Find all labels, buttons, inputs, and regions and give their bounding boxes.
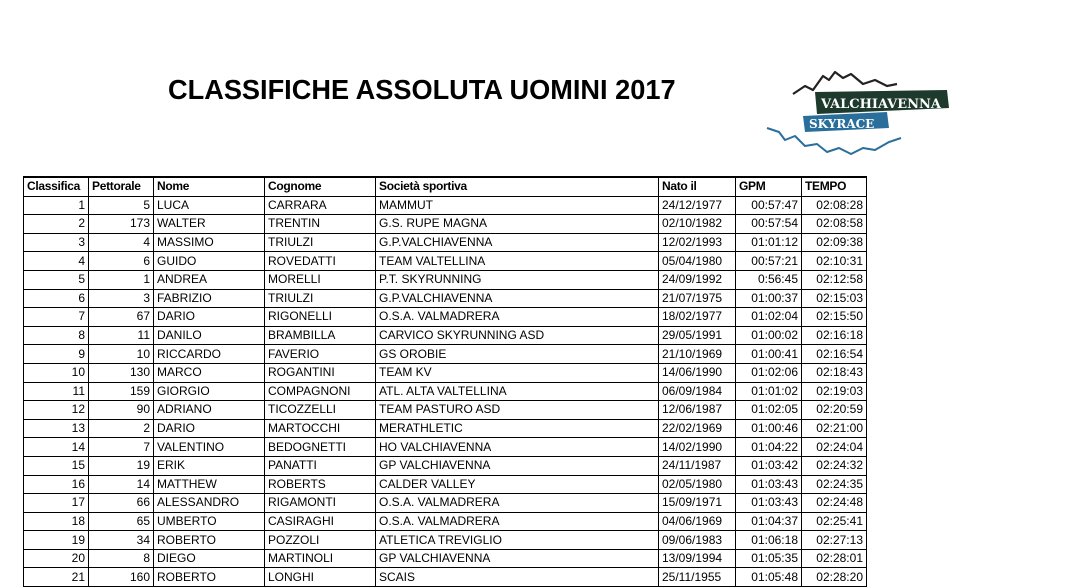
cell-classifica: 12 (24, 401, 89, 420)
cell-nome: DIEGO (154, 549, 265, 568)
cell-pettorale: 8 (89, 549, 154, 568)
cell-nato-il: 09/06/1983 (659, 531, 736, 550)
cell-nato-il: 22/02/1969 (659, 419, 736, 438)
cell-pettorale: 3 (89, 289, 154, 308)
table-row (24, 363, 867, 382)
cell-nato-il: 15/09/1971 (659, 494, 736, 513)
cell-cognome: ROBERTS (265, 475, 376, 494)
cell-nome: VALENTINO (154, 438, 265, 457)
header-gpm: GPM (736, 177, 802, 196)
cell-gpm: 01:00:37 (736, 289, 802, 308)
cell-nato-il: 12/02/1993 (659, 233, 736, 252)
cell-societa: GS OROBIE (376, 345, 659, 364)
cell-cognome: BRAMBILLA (265, 326, 376, 345)
cell-pettorale: 66 (89, 494, 154, 513)
cell-cognome: LONGHI (265, 568, 376, 587)
cell-nato-il: 21/07/1975 (659, 289, 736, 308)
table-row (24, 531, 867, 550)
cell-societa: MERATHLETIC (376, 419, 659, 438)
cell-societa: MAMMUT (376, 196, 659, 215)
cell-nome: MASSIMO (154, 233, 265, 252)
cell-nome: ANDREA (154, 270, 265, 289)
cell-nome: ERIK (154, 456, 265, 475)
cell-cognome: BEDOGNETTI (265, 438, 376, 457)
cell-classifica: 5 (24, 270, 89, 289)
cell-tempo: 02:12:58 (802, 270, 867, 289)
cell-classifica: 16 (24, 475, 89, 494)
cell-gpm: 01:00:41 (736, 345, 802, 364)
cell-gpm: 00:57:47 (736, 196, 802, 215)
cell-nome: WALTER (154, 215, 265, 234)
cell-classifica: 20 (24, 549, 89, 568)
header-tempo: TEMPO (802, 177, 867, 196)
cell-pettorale: 173 (89, 215, 154, 234)
cell-cognome: TRENTIN (265, 215, 376, 234)
cell-nome: DARIO (154, 308, 265, 327)
cell-societa: GP VALCHIAVENNA (376, 549, 659, 568)
cell-cognome: POZZOLI (265, 531, 376, 550)
table-row (24, 401, 867, 420)
cell-nato-il: 24/12/1977 (659, 196, 736, 215)
cell-pettorale: 1 (89, 270, 154, 289)
cell-nato-il: 25/11/1955 (659, 568, 736, 587)
cell-classifica: 2 (24, 215, 89, 234)
cell-gpm: 01:06:18 (736, 531, 802, 550)
cell-pettorale: 4 (89, 233, 154, 252)
cell-nato-il: 18/02/1977 (659, 308, 736, 327)
cell-nato-il: 05/04/1980 (659, 252, 736, 271)
cell-nome: ADRIANO (154, 401, 265, 420)
cell-nome: GUIDO (154, 252, 265, 271)
header-nome: Nome (154, 177, 265, 196)
cell-nome: ALESSANDRO (154, 494, 265, 513)
cell-societa: ATL. ALTA VALTELLINA (376, 382, 659, 401)
cell-pettorale: 130 (89, 363, 154, 382)
cell-classifica: 18 (24, 512, 89, 531)
header-pettorale: Pettorale (89, 177, 154, 196)
cell-tempo: 02:20:59 (802, 401, 867, 420)
cell-nato-il: 02/10/1982 (659, 215, 736, 234)
valchiavenna-skyrace-logo (765, 62, 950, 162)
header-nato-il: Nato il (659, 177, 736, 196)
cell-societa: G.P.VALCHIAVENNA (376, 233, 659, 252)
cell-societa: TEAM KV (376, 363, 659, 382)
cell-gpm: 01:00:46 (736, 419, 802, 438)
cell-cognome: TRIULZI (265, 233, 376, 252)
cell-cognome: ROGANTINI (265, 363, 376, 382)
cell-societa: O.S.A. VALMADRERA (376, 494, 659, 513)
cell-pettorale: 2 (89, 419, 154, 438)
cell-nome: UMBERTO (154, 512, 265, 531)
cell-tempo: 02:24:32 (802, 456, 867, 475)
cell-tempo: 02:09:38 (802, 233, 867, 252)
cell-nato-il: 04/06/1969 (659, 512, 736, 531)
cell-gpm: 01:03:43 (736, 475, 802, 494)
table-row (24, 382, 867, 401)
cell-nato-il: 14/02/1990 (659, 438, 736, 457)
table-body (24, 196, 867, 586)
cell-classifica: 19 (24, 531, 89, 550)
cell-societa: TEAM PASTURO ASD (376, 401, 659, 420)
cell-classifica: 15 (24, 456, 89, 475)
cell-cognome: MORELLI (265, 270, 376, 289)
header-societa: Società sportiva (376, 177, 659, 196)
cell-pettorale: 14 (89, 475, 154, 494)
cell-societa: CALDER VALLEY (376, 475, 659, 494)
table-row (24, 438, 867, 457)
cell-tempo: 02:16:54 (802, 345, 867, 364)
cell-gpm: 01:05:35 (736, 549, 802, 568)
table-row (24, 568, 867, 587)
cell-nome: ROBERTO (154, 568, 265, 587)
cell-cognome: TICOZZELLI (265, 401, 376, 420)
cell-pettorale: 11 (89, 326, 154, 345)
cell-classifica: 21 (24, 568, 89, 587)
cell-cognome: RIGONELLI (265, 308, 376, 327)
cell-cognome: COMPAGNONI (265, 382, 376, 401)
cell-classifica: 1 (24, 196, 89, 215)
cell-gpm: 01:03:43 (736, 494, 802, 513)
cell-classifica: 17 (24, 494, 89, 513)
cell-cognome: CASIRAGHI (265, 512, 376, 531)
table-header-row (24, 177, 867, 196)
cell-societa: SCAIS (376, 568, 659, 587)
cell-societa: ATLETICA TREVIGLIO (376, 531, 659, 550)
cell-nato-il: 14/06/1990 (659, 363, 736, 382)
cell-pettorale: 90 (89, 401, 154, 420)
cell-gpm: 01:04:37 (736, 512, 802, 531)
cell-tempo: 02:25:41 (802, 512, 867, 531)
cell-tempo: 02:19:03 (802, 382, 867, 401)
cell-tempo: 02:24:48 (802, 494, 867, 513)
cell-pettorale: 67 (89, 308, 154, 327)
cell-pettorale: 159 (89, 382, 154, 401)
cell-tempo: 02:21:00 (802, 419, 867, 438)
cell-cognome: PANATTI (265, 456, 376, 475)
cell-societa: G.P.VALCHIAVENNA (376, 289, 659, 308)
cell-classifica: 11 (24, 382, 89, 401)
cell-pettorale: 65 (89, 512, 154, 531)
cell-nato-il: 02/05/1980 (659, 475, 736, 494)
cell-gpm: 01:02:04 (736, 308, 802, 327)
results-table (23, 176, 867, 587)
cell-classifica: 4 (24, 252, 89, 271)
table-row (24, 419, 867, 438)
cell-societa: P.T. SKYRUNNING (376, 270, 659, 289)
cell-gpm: 01:01:02 (736, 382, 802, 401)
cell-gpm: 01:04:22 (736, 438, 802, 457)
cell-nato-il: 12/06/1987 (659, 401, 736, 420)
cell-tempo: 02:08:28 (802, 196, 867, 215)
cell-tempo: 02:27:13 (802, 531, 867, 550)
cell-gpm: 01:02:05 (736, 401, 802, 420)
cell-pettorale: 19 (89, 456, 154, 475)
cell-tempo: 02:10:31 (802, 252, 867, 271)
cell-nome: RICCARDO (154, 345, 265, 364)
cell-gpm: 0:56:45 (736, 270, 802, 289)
cell-pettorale: 10 (89, 345, 154, 364)
cell-gpm: 01:05:48 (736, 568, 802, 587)
cell-cognome: MARTOCCHI (265, 419, 376, 438)
cell-tempo: 02:16:18 (802, 326, 867, 345)
cell-gpm: 01:01:12 (736, 233, 802, 252)
table-row (24, 549, 867, 568)
cell-nome: DANILO (154, 326, 265, 345)
table-row (24, 326, 867, 345)
cell-tempo: 02:15:03 (802, 289, 867, 308)
cell-classifica: 3 (24, 233, 89, 252)
cell-cognome: RIGAMONTI (265, 494, 376, 513)
cell-pettorale: 160 (89, 568, 154, 587)
table-row (24, 345, 867, 364)
cell-classifica: 9 (24, 345, 89, 364)
cell-nato-il: 24/09/1992 (659, 270, 736, 289)
cell-nome: GIORGIO (154, 382, 265, 401)
table-row (24, 494, 867, 513)
table-row (24, 308, 867, 327)
cell-cognome: ROVEDATTI (265, 252, 376, 271)
cell-tempo: 02:15:50 (802, 308, 867, 327)
table-row (24, 233, 867, 252)
cell-pettorale: 6 (89, 252, 154, 271)
cell-nome: ROBERTO (154, 531, 265, 550)
cell-nato-il: 13/09/1994 (659, 549, 736, 568)
page-title: CLASSIFICHE ASSOLUTA UOMINI 2017 (168, 74, 676, 105)
cell-nome: MATTHEW (154, 475, 265, 494)
cell-pettorale: 34 (89, 531, 154, 550)
cell-gpm: 01:03:42 (736, 456, 802, 475)
cell-classifica: 8 (24, 326, 89, 345)
table-row (24, 512, 867, 531)
cell-gpm: 01:02:06 (736, 363, 802, 382)
logo-line1: VALCHIAVENNA (821, 97, 942, 112)
cell-tempo: 02:28:01 (802, 549, 867, 568)
header-classifica: Classifica (24, 177, 89, 196)
cell-cognome: TRIULZI (265, 289, 376, 308)
cell-classifica: 10 (24, 363, 89, 382)
cell-societa: O.S.A. VALMADRERA (376, 308, 659, 327)
cell-societa: O.S.A. VALMADRERA (376, 512, 659, 531)
cell-societa: CARVICO SKYRUNNING ASD (376, 326, 659, 345)
cell-nome: FABRIZIO (154, 289, 265, 308)
cell-societa: G.S. RUPE MAGNA (376, 215, 659, 234)
table-row (24, 289, 867, 308)
cell-tempo: 02:08:58 (802, 215, 867, 234)
cell-tempo: 02:18:43 (802, 363, 867, 382)
cell-nato-il: 06/09/1984 (659, 382, 736, 401)
cell-societa: HO VALCHIAVENNA (376, 438, 659, 457)
cell-classifica: 14 (24, 438, 89, 457)
cell-societa: GP VALCHIAVENNA (376, 456, 659, 475)
table-row (24, 196, 867, 215)
cell-nome: DARIO (154, 419, 265, 438)
cell-cognome: CARRARA (265, 196, 376, 215)
cell-nome: LUCA (154, 196, 265, 215)
cell-nato-il: 29/05/1991 (659, 326, 736, 345)
cell-classifica: 6 (24, 289, 89, 308)
cell-tempo: 02:24:35 (802, 475, 867, 494)
cell-classifica: 13 (24, 419, 89, 438)
cell-classifica: 7 (24, 308, 89, 327)
cell-nome: MARCO (154, 363, 265, 382)
cell-tempo: 02:28:20 (802, 568, 867, 587)
table-row (24, 252, 867, 271)
cell-gpm: 01:00:02 (736, 326, 802, 345)
table-row (24, 215, 867, 234)
table-row (24, 456, 867, 475)
cell-nato-il: 24/11/1987 (659, 456, 736, 475)
cell-cognome: MARTINOLI (265, 549, 376, 568)
logo-line2: SKYRACE (809, 117, 875, 131)
cell-gpm: 00:57:54 (736, 215, 802, 234)
cell-gpm: 00:57:21 (736, 252, 802, 271)
table-row (24, 475, 867, 494)
cell-cognome: FAVERIO (265, 345, 376, 364)
cell-pettorale: 5 (89, 196, 154, 215)
cell-nato-il: 21/10/1969 (659, 345, 736, 364)
cell-societa: TEAM VALTELLINA (376, 252, 659, 271)
header-cognome: Cognome (265, 177, 376, 196)
table-row (24, 270, 867, 289)
cell-tempo: 02:24:04 (802, 438, 867, 457)
cell-pettorale: 7 (89, 438, 154, 457)
